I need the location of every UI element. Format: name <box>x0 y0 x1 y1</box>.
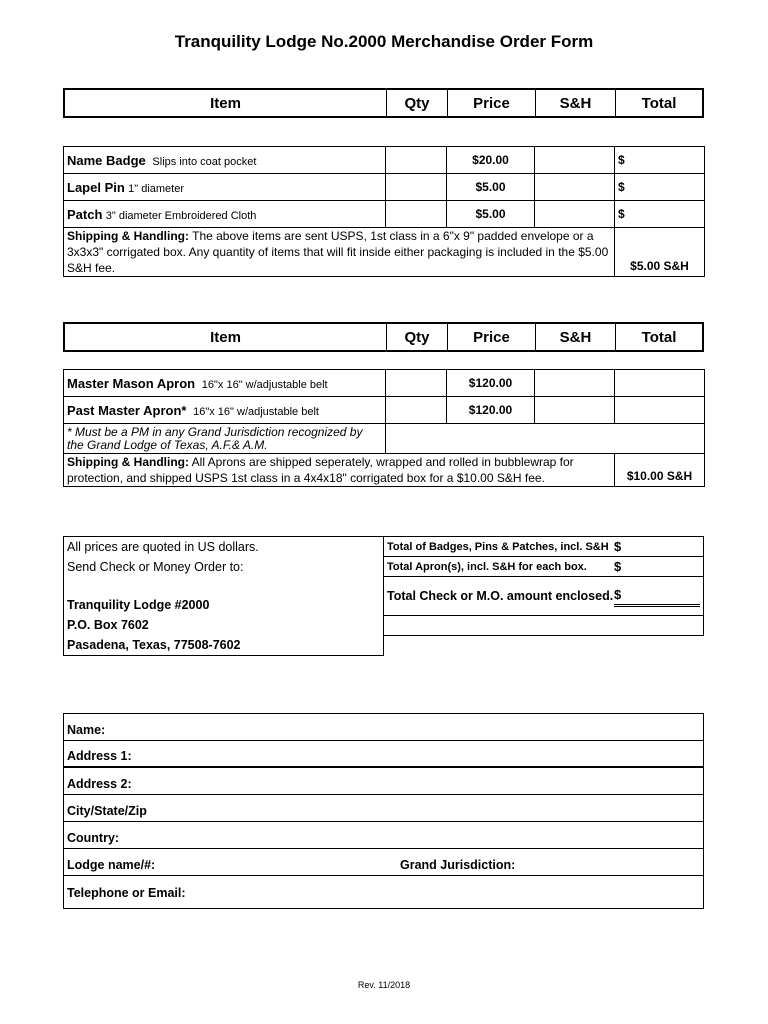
total-check-label: Total Check or M.O. amount enclosed. <box>387 589 614 603</box>
total-cell[interactable] <box>615 397 705 424</box>
total-aprons-label: Total Apron(s), incl. S&H for each box. <box>387 560 587 573</box>
shipping-label: Shipping & Handling: <box>67 229 189 243</box>
header-qty: Qty <box>386 324 447 350</box>
grand-jurisdiction-label: Grand Jurisdiction: <box>400 858 516 872</box>
price-cell: $5.00 <box>447 201 535 228</box>
item-desc: 3" diameter Embroidered Cloth <box>105 209 257 222</box>
table-row <box>64 424 705 454</box>
sh-cell[interactable] <box>535 174 615 201</box>
total-cell[interactable]: $ <box>615 147 705 174</box>
qty-cell[interactable] <box>386 370 447 397</box>
page-title: Tranquility Lodge No.2000 Merchandise Order Form <box>174 32 594 51</box>
price-cell: $5.00 <box>447 174 535 201</box>
info-city: Pasadena, Texas, 77508-7602 <box>67 638 241 652</box>
info-lodge: Tranquility Lodge #2000 <box>67 598 210 612</box>
table-row <box>64 174 705 201</box>
info-currency: All prices are quoted in US dollars. <box>67 540 259 554</box>
header-sh: S&H <box>535 324 615 350</box>
header-qty: Qty <box>386 90 447 116</box>
qty-cell[interactable] <box>386 174 447 201</box>
revision-label: Rev. 11/2018 <box>357 980 411 990</box>
table-row <box>64 454 705 487</box>
sh-cell[interactable] <box>535 201 615 228</box>
item-desc: 1" diameter <box>128 182 185 195</box>
item-name: Master Mason Apron <box>67 375 196 391</box>
shipping-amount: $5.00 S&H <box>615 228 705 277</box>
total-check-value[interactable]: $ <box>614 586 700 607</box>
total-cell[interactable]: $ <box>615 174 705 201</box>
total-badges-row <box>384 537 703 557</box>
name-label: Name: <box>67 723 106 737</box>
address1-field[interactable] <box>64 741 703 768</box>
address2-label: Address 2: <box>67 777 132 791</box>
table-header-aprons <box>63 322 704 352</box>
sh-cell[interactable] <box>535 370 615 397</box>
apron-note: * Must be a PM in any Grand Jurisdiction recognized by the Grand Lodge of Texas, A.F.& A.M. <box>64 424 386 454</box>
info-send: Send Check or Money Order to: <box>67 560 244 574</box>
header-sh: S&H <box>535 90 615 116</box>
country-field[interactable] <box>64 822 703 849</box>
contact-field[interactable] <box>64 876 703 903</box>
city-field[interactable] <box>64 795 703 822</box>
shipping-note <box>64 228 615 277</box>
lodge-field[interactable] <box>64 849 703 876</box>
item-name: Lapel Pin <box>67 179 125 195</box>
info-pobox: P.O. Box 7602 <box>67 618 149 632</box>
table-row <box>64 228 705 277</box>
shipping-label: Shipping & Handling: <box>67 455 189 469</box>
item-name: Name Badge <box>67 152 146 168</box>
header-price: Price <box>447 324 535 350</box>
address2-field[interactable] <box>64 768 703 795</box>
table-header-badges <box>63 88 704 118</box>
total-badges-value[interactable]: $ <box>614 539 622 554</box>
table-row <box>64 147 705 174</box>
customer-info-form <box>63 713 704 909</box>
total-aprons-value[interactable]: $ <box>614 559 622 574</box>
address1-label: Address 1: <box>67 749 132 763</box>
table-row <box>64 201 705 228</box>
item-desc: Slips into coat pocket <box>152 155 257 168</box>
total-check-row <box>384 577 703 615</box>
header-item: Item <box>210 94 241 112</box>
header-total: Total <box>615 324 702 350</box>
lodge-label: Lodge name/#: <box>67 858 156 872</box>
item-name: Past Master Apron* <box>67 402 187 418</box>
sh-cell[interactable] <box>535 397 615 424</box>
item-desc: 16"x 16" w/adjustable belt <box>201 378 328 391</box>
shipping-amount: $10.00 S&H <box>615 454 705 487</box>
qty-cell[interactable] <box>386 147 447 174</box>
mailing-info <box>63 536 384 656</box>
country-label: Country: <box>67 831 120 845</box>
item-name: Patch <box>67 206 103 222</box>
empty-cell <box>386 424 705 454</box>
city-label: City/State/Zip <box>67 804 147 818</box>
badges-table <box>63 146 705 277</box>
totals-box <box>383 536 704 636</box>
price-cell: $20.00 <box>447 147 535 174</box>
total-cell[interactable]: $ <box>615 201 705 228</box>
sh-cell[interactable] <box>535 147 615 174</box>
name-field[interactable] <box>64 714 703 741</box>
contact-label: Telephone or Email: <box>67 886 186 900</box>
price-cell: $120.00 <box>447 397 535 424</box>
table-row <box>64 397 705 424</box>
table-row <box>64 370 705 397</box>
shipping-text: The above items are sent USPS, 1st class in a 6"x 9" padded envelope or a 3x3x3" corrigated box. Any quantity of items that will fit inside either packaging is included in the $5.00 S&H fee. <box>67 229 609 275</box>
price-cell: $120.00 <box>447 370 535 397</box>
total-badges-label: Total of Badges, Pins & Patches, incl. S&H <box>387 540 609 553</box>
total-aprons-row <box>384 557 703 577</box>
item-desc: 16"x 16" w/adjustable belt <box>193 405 319 418</box>
header-total: Total <box>615 90 702 116</box>
aprons-table <box>63 369 705 487</box>
header-price: Price <box>447 90 535 116</box>
header-item: Item <box>210 328 241 346</box>
total-cell[interactable] <box>615 370 705 397</box>
shipping-text: All Aprons are shipped seperately, wrapped and rolled in bubblewrap for protection, and shipped USPS 1st class in a 4x4x18" corrigated box for a $10.00 S&H fee. <box>67 455 574 485</box>
qty-cell[interactable] <box>386 201 447 228</box>
shipping-note <box>64 454 615 487</box>
qty-cell[interactable] <box>386 397 447 424</box>
